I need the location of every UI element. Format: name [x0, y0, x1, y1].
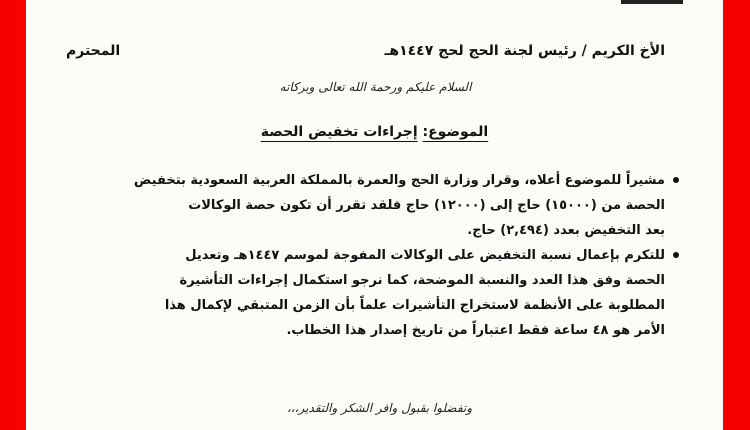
letter-page: [26, 0, 723, 430]
header-mark: [621, 0, 683, 4]
paragraph-2: [69, 243, 679, 343]
paragraph-line: الحصة وفق هذا العدد والنسبة الموضحة، كما نرجو استكمال إجراءات التأشيرة: [179, 273, 665, 288]
bullet-dot-icon: [673, 177, 679, 183]
honorific: المحترم: [66, 43, 121, 59]
paragraph-line: بعد التخفيض بعدد (٢,٤٩٤) حاج.: [467, 223, 665, 238]
paragraph-line: المطلوبة على الأنظمة لاستخراج التأشيرات علماً بأن الزمن المتبقي لإكمال هذا: [164, 298, 665, 313]
body-paragraphs: [69, 168, 679, 343]
subject-line: [26, 124, 723, 140]
bullet-dot-icon: [673, 252, 679, 258]
paragraph-1: [69, 168, 679, 243]
paragraph-line: مشيراً للموضوع أعلاه، وقرار وزارة الحج والعمرة بالمملكة العربية السعودية بتخفيض: [133, 173, 665, 188]
subject-text: إجراءات تخفيض الحصة: [260, 124, 418, 140]
paragraph-line: للتكرم بإعمال نسبة التخفيض على الوكالات المفوجة لموسم ١٤٤٧هـ وتعديل: [185, 248, 665, 263]
paragraph-line: الأمر هو ٤٨ ساعة فقط اعتباراً من تاريخ إصدار هذا الخطاب.: [286, 323, 665, 338]
addressee: الأخ الكريم / رئيس لجنة الحج لحج ١٤٤٧هـ: [384, 43, 665, 59]
closing-line: وتفضلوا بقبول وافر الشكر والتقدير،،،: [286, 401, 473, 415]
subject-label: الموضوع:: [422, 124, 489, 140]
greeting: السلام عليكم ورحمة الله تعالى وبركاته: [279, 80, 472, 94]
addressee-row: [66, 43, 665, 67]
paragraph-line: الحصة من (١٥٠٠٠) حاج إلى (١٢٠٠٠) حاج فلقد تقرر أن تكون حصة الوكالات: [188, 198, 665, 213]
